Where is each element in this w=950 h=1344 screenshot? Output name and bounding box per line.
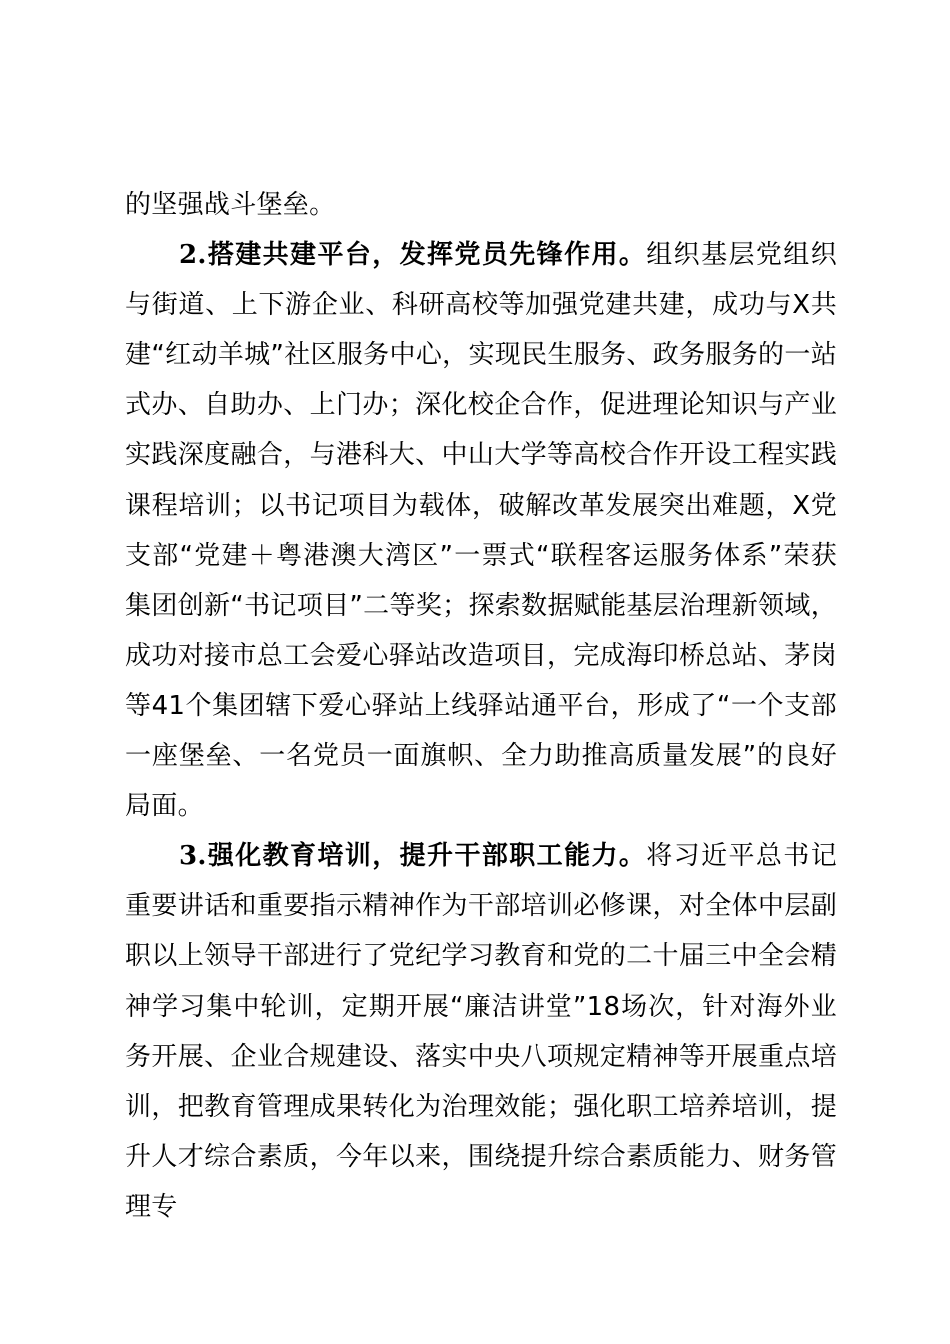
paragraph-body: 将习近平总书记重要讲话和重要指示精神作为干部培训必修课，对全体中层副职以上领导干部进行了党纪学习教育和党的二十届三中全会精神学习集中轮训，定期开展“廉洁讲堂”18场次，针对海外业务开展、企业合规建设、落实中央八项规定精神等开展重点培训，把教育管理成果转化为治理效能；强化职工培养培训，提升人才综合素质，今年以来，围绕提升综合素质能力、财务管理专 bbox=[125, 841, 837, 1222]
paragraph-section-3 bbox=[125, 831, 837, 1232]
section-heading: 3.强化教育培训，提升干部职工能力。 bbox=[179, 841, 647, 872]
paragraph-continuation bbox=[125, 180, 837, 230]
document-body bbox=[125, 180, 837, 1232]
paragraph-body: 组织基层党组织与街道、上下游企业、科研高校等加强党建共建，成功与X共建“红动羊城”社区服务中心，实现民生服务、政务服务的一站式办、自助办、上门办；深化校企合作，促进理论知识与产业实践深度融合，与港科大、中山大学等高校合作开设工程实践课程培训；以书记项目为载体，破解改革发展突出难题，X党支部“党建＋粤港澳大湾区”一票式“联程客运服务体系”荣获集团创新“书记项目”二等奖；探索数据赋能基层治理新领域，成功对接市总工会爱心驿站改造项目，完成海印桥总站、茅岗等41个集团辖下爱心驿站上线驿站通平台，形成了“一个支部一座堡垒、一名党员一面旗帜、全力助推高质量发展”的良好局面。 bbox=[125, 240, 837, 822]
paragraph-section-2 bbox=[125, 230, 837, 831]
section-heading: 2.搭建共建平台，发挥党员先锋作用。 bbox=[179, 240, 647, 271]
paragraph-body: 的坚强战斗堡垒。 bbox=[125, 190, 336, 220]
